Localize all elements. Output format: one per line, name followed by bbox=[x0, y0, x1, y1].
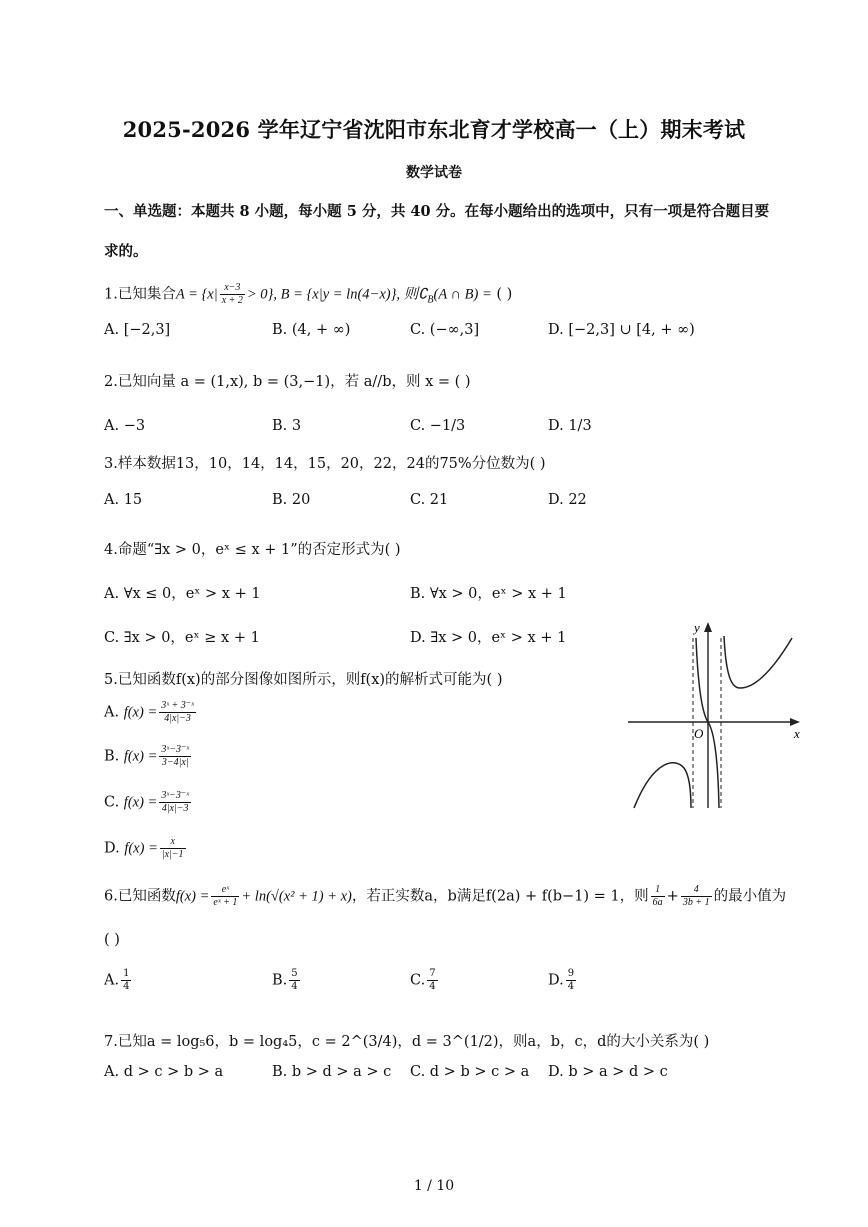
q3-option-d[interactable]: D. 22 bbox=[548, 492, 587, 508]
q7-option-c[interactable]: C. d > b > c > a bbox=[410, 1064, 530, 1080]
question-5-stem: 5.已知函数f(x)的部分图像如图所示，则f(x)的解析式可能为( ) bbox=[104, 672, 503, 688]
q1-option-a[interactable]: A. [−2,3] bbox=[104, 322, 171, 338]
q6-option-d[interactable]: D. $\frac{9}{4}$ bbox=[548, 968, 575, 992]
x-axis-arrow-icon bbox=[790, 718, 800, 726]
q2-option-c[interactable]: C. −1/3 bbox=[410, 418, 466, 434]
curve-right-branch bbox=[724, 636, 792, 688]
question-4-stem: 4.命题“∃x > 0，eˣ ≤ x + 1”的否定形式为( ) bbox=[104, 542, 401, 558]
q4-option-b[interactable]: B. ∀x > 0，eˣ > x + 1 bbox=[410, 586, 567, 602]
function-graph bbox=[624, 618, 810, 814]
q5-option-d[interactable]: D. f(x) = $\frac{x}{|x|-1}$ bbox=[104, 836, 184, 860]
question-7-stem: 7.已知a = log₅6，b = log₄5，c = 2^(3/4)，d = 3^(1/2)，则a，b，c，d的大小关系为( ) bbox=[104, 1034, 710, 1050]
q5-option-b[interactable]: B. f(x) = $\frac{\text{3ˣ−3⁻ˣ}}{3-4|x|}$ bbox=[104, 744, 190, 768]
curve-left-branch bbox=[634, 763, 691, 808]
q2-option-d[interactable]: D. 1/3 bbox=[548, 418, 592, 434]
question-2-stem: 2.已知向量 a = (1,x), b = (3,−1)，若 a//b，则 x = ( ) bbox=[104, 374, 471, 390]
q7-option-d[interactable]: D. b > a > d > c bbox=[548, 1064, 668, 1080]
page-number: 1 / 10 bbox=[413, 1178, 455, 1194]
q2-option-a[interactable]: A. −3 bbox=[104, 418, 146, 434]
question-6-stem-cont: ( ) bbox=[104, 932, 120, 948]
q6-option-c[interactable]: C. $\frac{7}{4}$ bbox=[410, 968, 436, 992]
q5-option-a[interactable]: A. f(x) = $\frac{\text{3ˣ + 3⁻ˣ}}{4|x|-3}$ bbox=[104, 700, 194, 724]
q3-option-b[interactable]: B. 20 bbox=[272, 492, 311, 508]
section-heading-line2: 求的。 bbox=[104, 243, 148, 260]
q1-option-d[interactable]: D. [−2,3] ∪ [4, + ∞) bbox=[548, 322, 695, 338]
q6-option-a[interactable]: A. $\frac{1}{4}$ bbox=[104, 968, 130, 992]
q7-option-a[interactable]: A. d > c > b > a bbox=[104, 1064, 224, 1080]
section-heading-line1: 一、单选题：本题共 8 小题，每小题 5 分，共 40 分。在每小题给出的选项中，只有一项是符合题目要 bbox=[104, 203, 770, 220]
q1-option-b[interactable]: B. (4, + ∞) bbox=[272, 322, 351, 338]
question-3-stem: 3.样本数据13，10，14，14，15，20，22，24的75%分位数为( ) bbox=[104, 456, 546, 472]
origin-label: O bbox=[694, 726, 704, 741]
q2-option-b[interactable]: B. 3 bbox=[272, 418, 302, 434]
y-axis-label: y bbox=[694, 620, 700, 635]
q3-option-a[interactable]: A. 15 bbox=[104, 492, 143, 508]
q6-option-b[interactable]: B. $\frac{5}{4}$ bbox=[272, 968, 298, 992]
q3-option-c[interactable]: C. 21 bbox=[410, 492, 449, 508]
q4-option-c[interactable]: C. ∃x > 0，eˣ ≥ x + 1 bbox=[104, 630, 260, 646]
y-axis-arrow-icon bbox=[704, 622, 712, 632]
q5-option-c[interactable]: C. f(x) = $\frac{\text{3ˣ−3⁻ˣ}}{4|x|-3}$ bbox=[104, 790, 189, 814]
x-axis-label: x bbox=[794, 726, 800, 741]
question-6-stem: 6.已知函数f(x) = $\frac{\text{eˣ}}{\text{eˣ + 1}}$ + ln(√(x² + 1) + x)，若正实数a，b满足f(2a) + f(b−1) = 1，则 $\frac{1}{6a}$ + $\frac{4}{3b + 1}$ 的最小值为 bbox=[104, 884, 787, 908]
q4-option-a[interactable]: A. ∀x ≤ 0，eˣ > x + 1 bbox=[104, 586, 261, 602]
q1-option-c[interactable]: C. (−∞,3] bbox=[410, 322, 480, 338]
page-subtitle: 数学试卷 bbox=[406, 165, 462, 181]
q4-option-d[interactable]: D. ∃x > 0，eˣ > x + 1 bbox=[410, 630, 567, 646]
question-1-stem: 1.已知集合A = {x| $\frac{x-3}{x + 2}$ > 0}, B = {x|y = ln(4−x)}, 则$∁_B(A$ ∩ B) = ( ) bbox=[104, 282, 513, 306]
q7-option-b[interactable]: B. b > d > a > c bbox=[272, 1064, 392, 1080]
page-title: 2025-2026 学年辽宁省沈阳市东北育才学校高一（上）期末考试 bbox=[122, 117, 746, 142]
